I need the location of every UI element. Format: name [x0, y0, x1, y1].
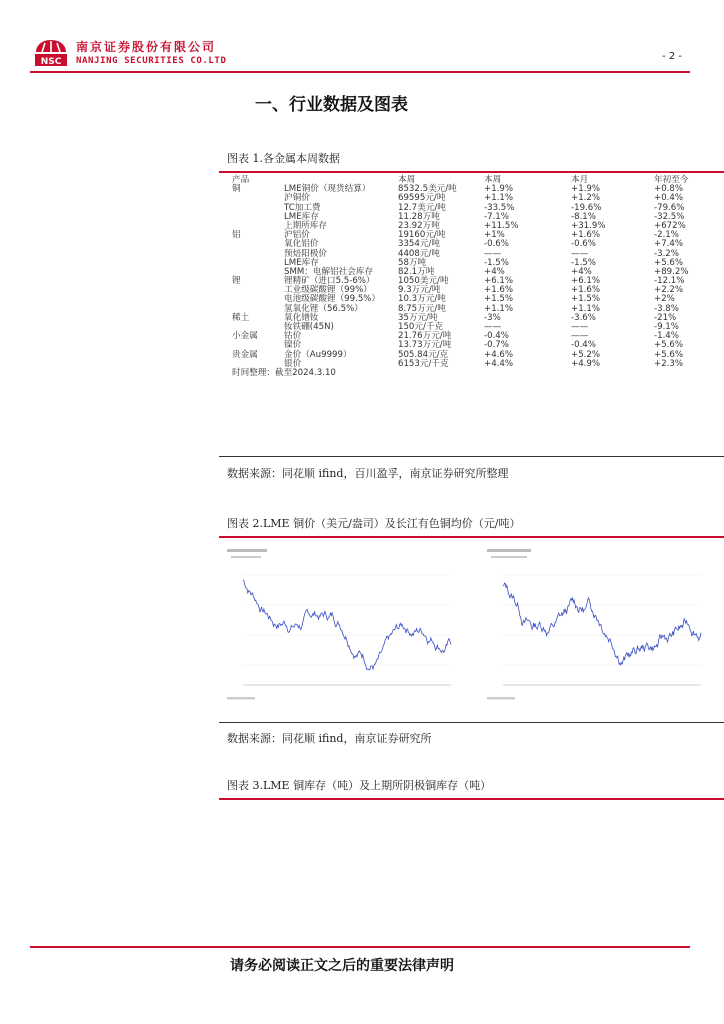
table-cell: LME铜价（现货结算）	[284, 184, 371, 195]
table-cell: -3.6%	[571, 312, 596, 323]
table-cell: -3.2%	[654, 248, 679, 259]
table-cell: 锂	[232, 276, 241, 287]
table-cell: 8532.5美元/吨	[398, 184, 457, 195]
table-cell: ——	[484, 248, 502, 259]
table-cell: SMM：电解铝社会库存	[284, 266, 374, 277]
table-cell: -12.1%	[654, 276, 685, 287]
nsc-logo	[33, 38, 69, 68]
table-header: 本周	[398, 175, 416, 185]
table-header: 年初至今	[654, 175, 689, 185]
table-cell: +1.1%	[571, 303, 601, 314]
table-cell: 上期所库存	[284, 220, 327, 231]
table-cell: 69595元/吨	[398, 193, 446, 204]
table-cell: +1.2%	[571, 193, 601, 204]
table-cell: -3%	[484, 312, 501, 323]
table-cell: 铜	[232, 184, 241, 195]
table-cell: -19.6%	[571, 202, 602, 213]
table-cell: -0.6%	[571, 239, 596, 250]
table-cell: 13.73万元/吨	[398, 340, 452, 351]
figure3-label: 图表 3.LME 铜库存（吨）及上期所阴极铜库存（吨）	[227, 779, 492, 792]
page-number: - 2 -	[662, 51, 682, 62]
table-cell: ——	[571, 322, 589, 332]
table-cell: +1.6%	[571, 230, 601, 241]
table-cell: +0.8%	[654, 184, 684, 195]
table-cell: 58万吨	[398, 257, 427, 268]
table-cell: +1.5%	[571, 294, 601, 305]
table-cell: 小金属	[232, 331, 258, 342]
table-cell: +1.9%	[484, 184, 514, 195]
header-rule	[30, 71, 690, 73]
table-cell: 3354元/吨	[398, 239, 440, 250]
chart-source-placeholder	[487, 697, 515, 700]
table-cell: +5.6%	[654, 340, 684, 351]
table-cell: 12.7美元/吨	[398, 202, 446, 213]
table-cell: -0.6%	[484, 239, 509, 250]
table-row	[232, 351, 702, 360]
table-cell: +6.1%	[484, 276, 514, 287]
table-cell: +1%	[484, 230, 505, 241]
table-cell: +4%	[484, 266, 505, 277]
table-cell: 氧化镨钕	[284, 312, 319, 323]
table-cell: +2%	[654, 294, 675, 305]
chart-source-placeholder	[227, 697, 255, 700]
table-cell: -79.6%	[654, 202, 685, 213]
changjiang-copper-chart	[483, 545, 713, 705]
table-header: 本周	[484, 175, 502, 185]
table-cell: +31.9%	[571, 220, 606, 231]
table-cell: -0.4%	[571, 340, 596, 351]
table-cell: 预焙阳极价	[284, 248, 327, 259]
company-name-en: NANJING SECURITIES CO.LTD	[76, 56, 227, 66]
table-cell: 氢氧化锂（56.5%）	[284, 303, 363, 314]
table-cell: LME库存	[284, 257, 319, 268]
table-cell: +6.1%	[571, 276, 601, 287]
table-cell: ——	[484, 322, 502, 332]
table-cell: 电池级碳酸锂（99.5%）	[284, 294, 381, 305]
table-cell: 工业级碳酸锂（99%）	[284, 285, 372, 296]
table-cell: +1.9%	[571, 184, 601, 195]
footer-rule	[30, 946, 690, 948]
table-cell: +1.6%	[484, 285, 514, 296]
table-cell: +2.3%	[654, 358, 684, 369]
chart-legend-placeholder	[231, 556, 261, 558]
table-cell: 钴价	[284, 331, 302, 342]
table-cell: +89.2%	[654, 266, 689, 277]
lme-copper-chart	[223, 545, 463, 705]
table-cell: 铝	[232, 230, 241, 241]
table-cell: 镍价	[284, 340, 302, 351]
table-header: 本月	[571, 175, 589, 185]
table-cell: -21%	[654, 312, 677, 323]
table-cell: 沪铜价	[284, 193, 310, 204]
table-cell: -1.5%	[484, 257, 509, 268]
table-cell: 钕铁硼(45N)	[284, 322, 334, 332]
table-cell: +5.6%	[654, 349, 684, 360]
table-cell: -9.1%	[654, 322, 679, 332]
section-title: 一、行业数据及图表	[255, 95, 408, 115]
table-cell: 150元/千克	[398, 322, 444, 332]
table-row	[232, 323, 702, 332]
table-header: 产品	[232, 175, 250, 185]
table-cell: -32.5%	[654, 211, 685, 222]
company-name-cn: 南京证券股份有限公司	[76, 40, 217, 54]
table-cell: 21.76万元/吨	[398, 331, 452, 342]
table-cell: 4408元/吨	[398, 248, 440, 259]
table-cell: 银价	[284, 358, 302, 369]
figure1-source: 数据来源：同花顺 ifind，百川盈孚，南京证券研究所整理	[227, 467, 509, 480]
figure2-label: 图表 2.LME 铜价（美元/盎司）及长江有色铜均价（元/吨）	[227, 517, 521, 530]
table-row	[232, 369, 702, 378]
table-cell: 锂精矿（进口5.5-6%）	[284, 276, 375, 287]
table-row	[232, 332, 702, 341]
table-cell: +672%	[654, 220, 686, 231]
table-cell: -33.5%	[484, 202, 515, 213]
table-cell: +5.2%	[571, 349, 601, 360]
table-cell: LME库存	[284, 211, 319, 222]
table-cell: +1.5%	[484, 294, 514, 305]
table-cell: +4%	[571, 266, 592, 277]
table-cell: 稀土	[232, 312, 250, 323]
lme-copper-chart-svg	[223, 545, 463, 705]
figure2-source: 数据来源：同花顺 ifind，南京证券研究所	[227, 732, 432, 745]
table-cell: +7.4%	[654, 239, 684, 250]
table-cell: ——	[571, 331, 589, 342]
table-cell: ——	[571, 248, 589, 259]
table-cell: 11.28万吨	[398, 211, 440, 222]
table-cell: +4.9%	[571, 358, 601, 369]
table-cell: 23.92万吨	[398, 220, 440, 231]
table-cell: 8.75万元/吨	[398, 303, 446, 314]
table-cell: +11.5%	[484, 220, 519, 231]
table-cell: -3.8%	[654, 303, 679, 314]
figure1-label: 图表 1.各金属本周数据	[227, 152, 340, 165]
metals-table	[232, 176, 702, 378]
table-cell: 贵金属	[232, 349, 258, 360]
table-cell: -1.5%	[571, 257, 596, 268]
table-cell: -8.1%	[571, 211, 596, 222]
table-cell: 19160元/吨	[398, 230, 446, 241]
figure2-bottom-rule	[219, 722, 724, 723]
table-cell: 505.84元/克	[398, 349, 449, 360]
table-cell: -0.7%	[484, 340, 509, 351]
table-cell: +2.2%	[654, 285, 684, 296]
table-cell: +1.1%	[484, 303, 514, 314]
figure1-bottom-rule	[219, 456, 724, 457]
table-cell: +5.6%	[654, 257, 684, 268]
table-cell: +4.6%	[484, 349, 514, 360]
table-cell: 氧化铝价	[284, 239, 319, 250]
table-cell: 1050美元/吨	[398, 276, 449, 287]
table-cell: -0.4%	[484, 331, 509, 342]
chart-legend-placeholder	[491, 556, 527, 558]
table-cell: 35万元/吨	[398, 312, 438, 323]
table-cell: -1.4%	[654, 331, 679, 342]
table-cell: 82.1万吨	[398, 266, 435, 277]
figure2-rule	[219, 536, 724, 538]
chart-title-placeholder	[227, 549, 267, 552]
table-cell: 9.3万元/吨	[398, 285, 441, 296]
table-cell: 6153元/千克	[398, 358, 449, 369]
table-cell: TC加工费	[284, 202, 321, 213]
legal-notice: 请务必阅读正文之后的重要法律声明	[230, 958, 454, 974]
table-cell: +1.6%	[571, 285, 601, 296]
table-cell: 沪铝价	[284, 230, 310, 241]
logo-text: NSC	[40, 57, 62, 67]
table-cell: 金价（Au9999）	[284, 349, 352, 360]
table-cell: -7.1%	[484, 211, 509, 222]
table-cell: 10.3万元/吨	[398, 294, 446, 305]
changjiang-copper-chart-svg	[483, 545, 713, 705]
table-cell: -2.1%	[654, 230, 679, 241]
figure3-rule	[219, 798, 724, 800]
table-cell: 时间整理：截至2024.3.10	[232, 367, 336, 378]
table-cell: +0.4%	[654, 193, 684, 204]
table-cell: +4.4%	[484, 358, 514, 369]
table-cell: +1.1%	[484, 193, 514, 204]
chart-title-placeholder	[487, 549, 531, 552]
figure1-rule	[219, 171, 724, 173]
